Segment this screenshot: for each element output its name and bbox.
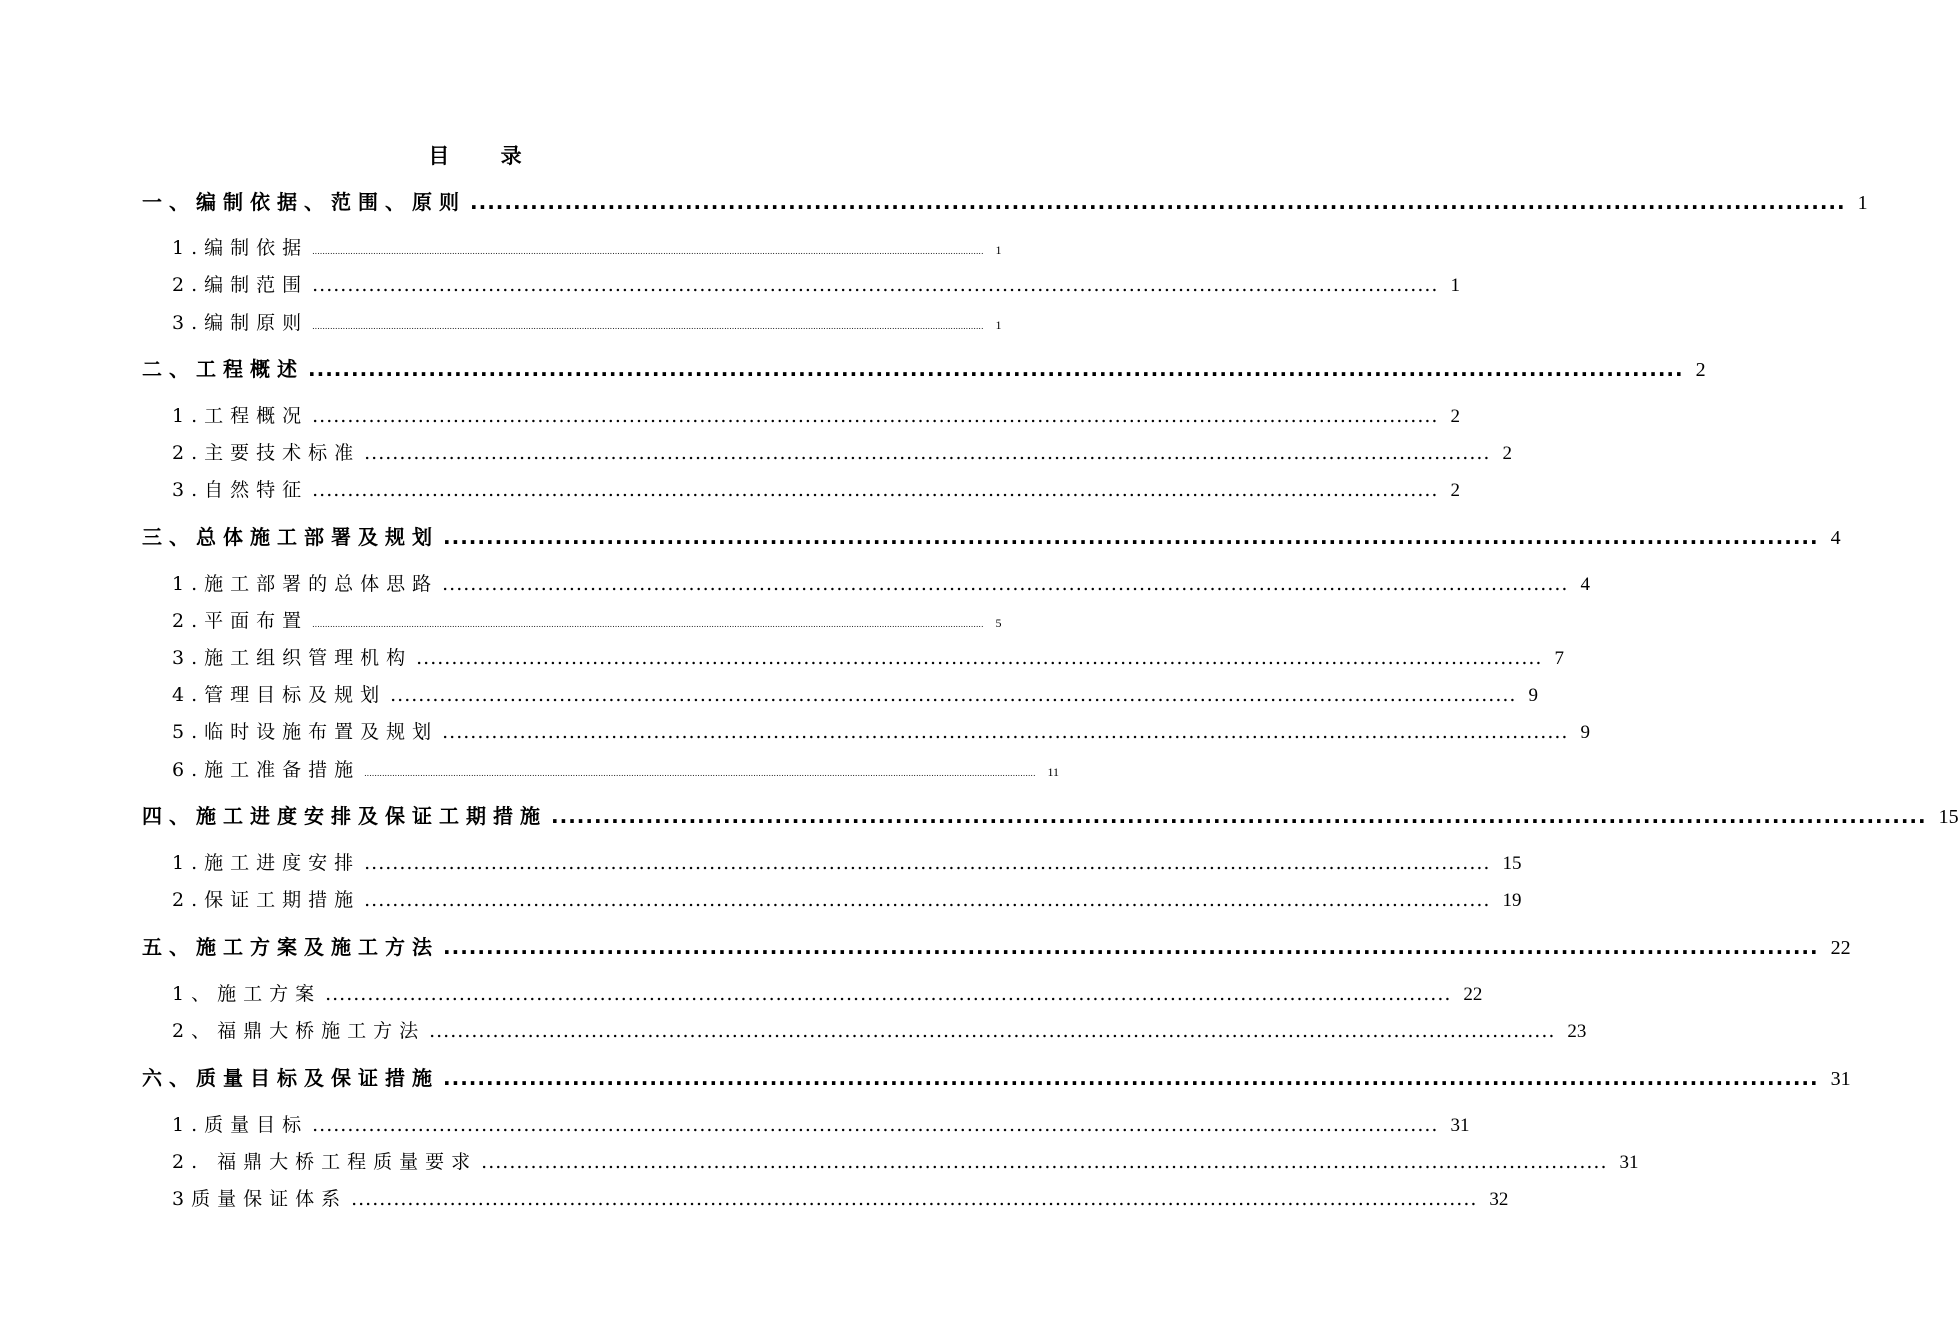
leader-dots: ................................................................................................................................................................	[416, 647, 1543, 669]
toc-entry-label: 1.编制依据	[172, 237, 309, 259]
toc-entry[interactable]	[172, 308, 1002, 338]
leader-dots: ................................................................................................................................................................	[312, 1114, 1439, 1136]
leader-dots: ................................................................................................................................................................	[481, 1151, 1608, 1173]
toc-entry[interactable]	[142, 1063, 1851, 1093]
toc-page-number: 1	[1450, 275, 1460, 296]
leader-dots: ................................................................................................................................................................	[390, 684, 1517, 706]
toc-page-number: 1	[995, 318, 1002, 332]
toc-entry-label: 5.临时设施布置及规划	[172, 721, 439, 743]
toc-entry[interactable]	[142, 354, 1706, 384]
toc-page-number: 2	[1502, 443, 1512, 464]
toc-entry[interactable]	[172, 1184, 1509, 1214]
toc-entry[interactable]	[172, 569, 1590, 599]
leader-dots: ................................................................................................................................................................	[551, 804, 1927, 828]
toc-entry-label: 1.施工进度安排	[172, 852, 361, 874]
toc-entry-label: 6.施工准备措施	[172, 759, 361, 781]
toc-entry-label: 2.保证工期措施	[172, 889, 361, 911]
leader-dots: ................................................................................................................................................................	[442, 573, 1569, 595]
toc-entry-label: 三、总体施工部署及规划	[142, 525, 439, 549]
toc-page-number: 22	[1830, 937, 1851, 959]
toc-page-number: 9	[1528, 685, 1538, 706]
toc-page-number: 15	[1502, 853, 1522, 874]
toc-entry[interactable]	[172, 755, 1060, 785]
toc-entry-label: 4.管理目标及规划	[172, 684, 387, 706]
toc-entry-label: 3.编制原则	[172, 312, 309, 334]
toc-page-number: 22	[1463, 984, 1483, 1005]
leader-dots: ................................................................................................................................................................	[325, 983, 1452, 1005]
toc-page-number: 19	[1502, 890, 1522, 911]
toc-entry-label: 四、施工进度安排及保证工期措施	[142, 804, 547, 828]
toc-entry-label: 2.主要技术标准	[172, 442, 361, 464]
toc-page-number: 31	[1830, 1068, 1851, 1090]
toc-page-number: 7	[1554, 648, 1564, 669]
toc-page-number: 2	[1450, 480, 1460, 501]
toc-page-number: 4	[1580, 574, 1590, 595]
toc-entry-label: 1.工程概况	[172, 405, 309, 427]
leader-dots: ................................................................................................................................................................	[312, 479, 1439, 501]
toc-entry[interactable]	[172, 885, 1522, 915]
toc-page-number: 2	[1695, 359, 1706, 381]
leader-dots: ........................................................................................................................................................................................................................................................................	[312, 620, 984, 629]
toc-entry[interactable]	[172, 1147, 1639, 1177]
leader-dots: ................................................................................................................................................................	[351, 1188, 1478, 1210]
toc-entry[interactable]	[142, 801, 1959, 831]
leader-dots: ................................................................................................................................................................	[308, 357, 1684, 381]
toc-entry[interactable]	[172, 1110, 1470, 1140]
leader-dots: ................................................................................................................................................................	[364, 852, 1491, 874]
toc-page-number: 11	[1047, 765, 1060, 779]
toc-entry-label: 3质量保证体系	[172, 1188, 348, 1210]
toc-entry[interactable]	[142, 932, 1851, 962]
toc-entry[interactable]	[172, 270, 1460, 300]
leader-dots: ................................................................................................................................................................	[429, 1020, 1556, 1042]
leader-dots: ................................................................................................................................................................	[443, 1066, 1819, 1090]
leader-dots: ................................................................................................................................................................	[443, 525, 1819, 549]
toc-page-number: 1	[1857, 192, 1868, 214]
toc-entry-label: 1.质量目标	[172, 1114, 309, 1136]
toc-title: 目 录	[428, 144, 544, 168]
leader-dots: ................................................................................................................................................................	[442, 721, 1569, 743]
leader-dots: ........................................................................................................................................................................................................................................................................	[312, 247, 984, 256]
toc-page-number: 31	[1619, 1152, 1639, 1173]
toc-entry[interactable]	[172, 643, 1564, 673]
leader-dots: ................................................................................................................................................................	[364, 889, 1491, 911]
toc-page-number: 2	[1450, 406, 1460, 427]
leader-dots: ........................................................................................................................................................................................................................................................................	[312, 322, 984, 331]
toc-entry-label: 二、工程概述	[142, 357, 304, 381]
toc-page-number: 9	[1580, 722, 1590, 743]
toc-entry[interactable]	[172, 401, 1460, 431]
toc-page-number: 23	[1567, 1021, 1587, 1042]
toc-entry-label: 2、福鼎大桥施工方法	[172, 1020, 426, 1042]
leader-dots: ................................................................................................................................................................	[443, 935, 1819, 959]
toc-entry[interactable]	[172, 438, 1512, 468]
toc-entry[interactable]	[172, 717, 1590, 747]
toc-entry-label: 六、质量目标及保证措施	[142, 1066, 439, 1090]
toc-entry-label: 五、施工方案及施工方法	[142, 935, 439, 959]
toc-entry[interactable]	[172, 848, 1522, 878]
toc-entry-label: 2.平面布置	[172, 610, 309, 632]
toc-entry-label: 3.自然特征	[172, 479, 309, 501]
toc-entry[interactable]	[172, 606, 1002, 636]
toc-entry-label: 一、编制依据、范围、原则	[142, 190, 466, 214]
toc-entry[interactable]	[172, 680, 1538, 710]
toc-entry-label: 2. 福鼎大桥工程质量要求	[172, 1151, 478, 1173]
leader-dots: ................................................................................................................................................................	[312, 274, 1439, 296]
toc-entry[interactable]	[172, 979, 1483, 1009]
toc-page-number: 15	[1938, 806, 1959, 828]
leader-dots: ................................................................................................................................................................	[470, 190, 1846, 214]
toc-entry[interactable]	[172, 475, 1460, 505]
toc-page-number: 5	[995, 616, 1002, 630]
leader-dots: ................................................................................................................................................................	[312, 405, 1439, 427]
toc-entry[interactable]	[172, 233, 1002, 263]
toc-page-number: 1	[995, 243, 1002, 257]
leader-dots: ................................................................................................................................................................	[364, 442, 1491, 464]
toc-entry-label: 1.施工部署的总体思路	[172, 573, 439, 595]
toc-entry[interactable]	[142, 522, 1841, 552]
toc-entry[interactable]	[142, 187, 1868, 217]
toc-page-number: 32	[1489, 1189, 1509, 1210]
toc-page-number: 4	[1830, 527, 1841, 549]
toc-page-number: 31	[1450, 1115, 1470, 1136]
toc-entry-label: 3.施工组织管理机构	[172, 647, 413, 669]
toc-entry-label: 1、施工方案	[172, 983, 322, 1005]
toc-entry[interactable]	[172, 1016, 1587, 1046]
toc-entry-label: 2.编制范围	[172, 274, 309, 296]
leader-dots: ........................................................................................................................................................................................................................................................................	[364, 769, 1036, 778]
